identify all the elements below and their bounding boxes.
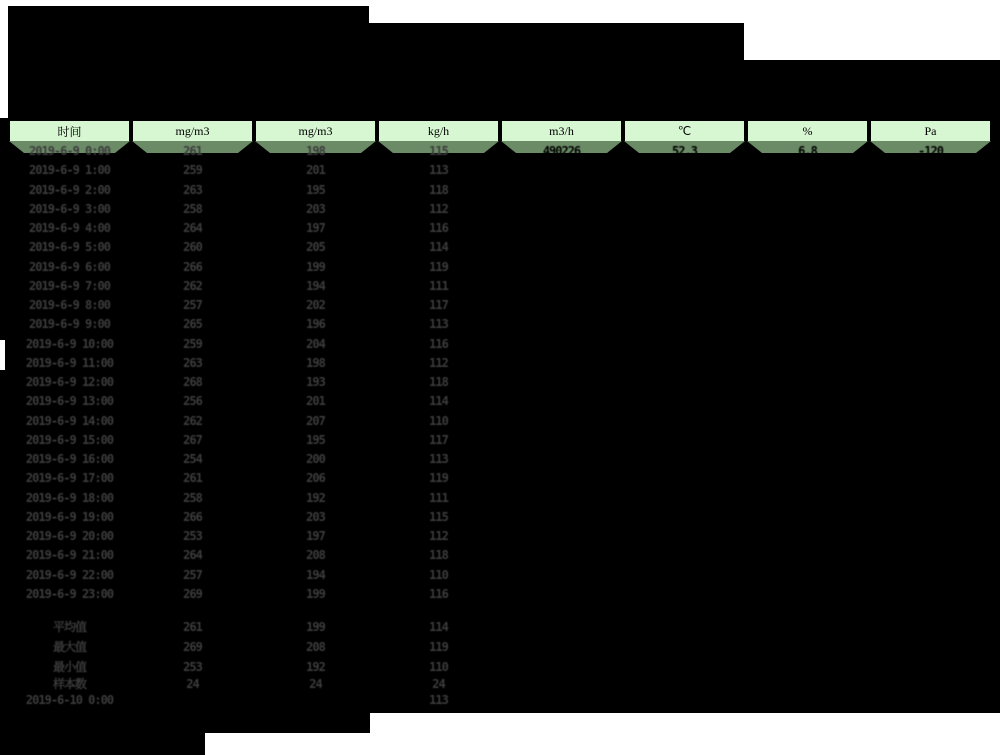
cell-concentration-1[interactable]: 264	[183, 221, 202, 235]
cell-concentration-1[interactable]: 265	[183, 317, 202, 332]
header-cell-pa[interactable]	[871, 121, 990, 141]
cell-concentration-2[interactable]: 202	[306, 298, 325, 312]
cell-concentration-2[interactable]: 196	[306, 317, 325, 332]
cell-emission-rate[interactable]: 112	[429, 201, 448, 216]
header-cell-percent[interactable]	[748, 121, 867, 141]
cell-time[interactable]: 2019-6-9 16:00	[25, 452, 114, 466]
cell-time[interactable]: 2019-6-9 8:00	[29, 298, 110, 312]
cell-emission-rate[interactable]: 118	[429, 182, 448, 197]
summary-value-1[interactable]: 269	[183, 639, 202, 654]
cell-concentration-2[interactable]: 194	[306, 567, 325, 582]
cell-emission-rate[interactable]: 110	[429, 567, 448, 582]
cell-percent[interactable]: 6.8	[798, 144, 817, 158]
summary-value-3[interactable]: 24	[432, 676, 445, 691]
cell-time[interactable]: 2019-6-9 0:00	[29, 144, 110, 158]
cell-concentration-1[interactable]: 263	[183, 355, 202, 370]
cell-time[interactable]: 2019-6-9 19:00	[25, 509, 114, 524]
cell-emission-rate[interactable]: 116	[429, 221, 448, 235]
cell-concentration-2[interactable]: 207	[306, 413, 325, 428]
cell-concentration-1[interactable]: 254	[183, 452, 202, 466]
cell-time[interactable]: 2019-6-9 1:00	[29, 163, 110, 178]
header-label: Pa	[924, 123, 937, 138]
cell-concentration-2[interactable]: 195	[306, 432, 325, 447]
cell-concentration-1[interactable]: 264	[183, 548, 202, 563]
cell-concentration-2[interactable]: 201	[306, 163, 325, 178]
cell-time[interactable]: 2019-6-9 11:00	[25, 355, 114, 370]
cell-time[interactable]: 2019-6-9 14:00	[25, 413, 114, 428]
header-label: ℃	[677, 123, 692, 138]
header-label: kg/h	[427, 123, 450, 138]
summary-value-2[interactable]: 199	[306, 619, 325, 634]
header-cell-mgm3-2[interactable]	[256, 121, 375, 141]
cell-emission-rate[interactable]: 116	[429, 336, 448, 351]
cell-concentration-1[interactable]: 261	[183, 144, 202, 158]
cell-emission-rate[interactable]: 114	[429, 240, 448, 255]
cell-emission-rate[interactable]: 118	[429, 375, 448, 389]
cell-concentration-1[interactable]: 261	[183, 471, 202, 486]
cell-concentration-1[interactable]: 268	[183, 375, 202, 389]
cell-emission-rate[interactable]: 117	[429, 432, 448, 447]
cell-emission-rate[interactable]: 113	[429, 163, 448, 178]
cell-time[interactable]: 2019-6-9 5:00	[29, 240, 110, 255]
cell-concentration-2[interactable]: 197	[306, 529, 325, 543]
title-redacted-block-3	[744, 60, 1000, 118]
cell-concentration-1[interactable]: 263	[183, 182, 202, 197]
cell-concentration-1[interactable]: 258	[183, 490, 202, 505]
cell-concentration-2[interactable]: 195	[306, 182, 325, 197]
cell-emission-rate[interactable]: 114	[429, 394, 448, 409]
cell-time[interactable]: 2019-6-9 12:00	[25, 375, 114, 389]
cell-time[interactable]: 2019-6-9 2:00	[29, 182, 110, 197]
cell-time[interactable]: 2019-6-9 18:00	[25, 490, 114, 505]
header-label: %	[802, 123, 813, 138]
summary-value-2[interactable]: 192	[306, 659, 325, 674]
cell-emission-rate[interactable]: 111	[429, 490, 448, 505]
title-redacted-block-1	[8, 6, 369, 118]
header-label: mg/m3	[298, 123, 333, 138]
cell-emission-rate[interactable]: 110	[429, 413, 448, 428]
header-cell-celsius[interactable]	[625, 121, 744, 141]
cell-concentration-2[interactable]: 192	[306, 490, 325, 505]
cell-concentration-2[interactable]: 193	[306, 375, 325, 389]
summary-label[interactable]: 最大值	[52, 639, 86, 654]
summary-value-3[interactable]: 119	[429, 639, 448, 654]
summary-label[interactable]: 2019-6-10 0:00	[25, 693, 114, 707]
summary-value-1[interactable]: 261	[183, 619, 202, 634]
cell-concentration-2[interactable]: 200	[306, 452, 325, 466]
cell-concentration-1[interactable]: 262	[183, 413, 202, 428]
cell-concentration-2[interactable]: 203	[306, 201, 325, 216]
cell-concentration-1[interactable]: 260	[183, 240, 202, 255]
cell-concentration-1[interactable]: 256	[183, 394, 202, 409]
cell-concentration-1[interactable]: 266	[183, 509, 202, 524]
left-edge-notch	[0, 340, 5, 370]
cell-concentration-2[interactable]: 194	[306, 278, 325, 293]
cell-concentration-1[interactable]: 262	[183, 278, 202, 293]
cell-temperature[interactable]: 52.3	[672, 144, 697, 158]
cell-emission-rate[interactable]: 119	[429, 259, 448, 274]
cell-concentration-2[interactable]: 197	[306, 221, 325, 235]
cell-flow[interactable]: 490226	[542, 144, 581, 158]
cell-concentration-2[interactable]: 206	[306, 471, 325, 486]
cell-emission-rate[interactable]: 111	[429, 278, 448, 293]
summary-value-3[interactable]: 110	[429, 659, 448, 674]
header-cell-m3h[interactable]	[502, 121, 621, 141]
cell-concentration-2[interactable]: 205	[306, 240, 325, 255]
cell-time[interactable]: 2019-6-9 3:00	[29, 201, 110, 216]
cell-time[interactable]: 2019-6-9 15:00	[25, 432, 114, 447]
summary-value-3[interactable]: 114	[429, 619, 448, 634]
summary-value-1[interactable]: 253	[183, 659, 202, 674]
cell-emission-rate[interactable]: 115	[429, 509, 448, 524]
cell-concentration-1[interactable]: 259	[183, 336, 202, 351]
cell-time[interactable]: 2019-6-9 9:00	[29, 317, 110, 332]
summary-value-2[interactable]: 24	[309, 676, 322, 691]
cell-concentration-2[interactable]: 199	[306, 259, 325, 274]
cell-time[interactable]: 2019-6-9 17:00	[25, 471, 114, 486]
cell-concentration-2[interactable]: 204	[306, 336, 325, 351]
cell-concentration-2[interactable]: 203	[306, 509, 325, 524]
cell-time[interactable]: 2019-6-9 21:00	[25, 548, 114, 563]
cell-time[interactable]: 2019-6-9 22:00	[25, 567, 114, 582]
cell-emission-rate[interactable]: 113	[429, 317, 448, 332]
title-redacted-block-2	[369, 23, 744, 118]
cell-emission-rate[interactable]: 117	[429, 298, 448, 312]
cell-concentration-1[interactable]: 258	[183, 201, 202, 216]
cell-pressure[interactable]: -120	[918, 144, 943, 158]
summary-label[interactable]: 最小值	[52, 659, 86, 674]
cell-emission-rate[interactable]: 113	[429, 452, 448, 466]
cell-concentration-2[interactable]: 198	[306, 144, 325, 158]
summary-label[interactable]: 样本数	[52, 676, 86, 691]
cell-emission-rate[interactable]: 116	[429, 586, 448, 601]
cell-time[interactable]: 2019-6-9 6:00	[29, 259, 110, 274]
cell-emission-rate[interactable]: 119	[429, 471, 448, 486]
cell-time[interactable]: 2019-6-9 20:00	[25, 529, 114, 543]
cell-emission-rate[interactable]: 115	[429, 144, 448, 158]
cell-concentration-1[interactable]: 259	[183, 163, 202, 178]
cell-concentration-1[interactable]: 266	[183, 259, 202, 274]
cell-concentration-2[interactable]: 199	[306, 586, 325, 601]
header-cell-mgm3-1[interactable]	[133, 121, 252, 141]
cell-concentration-1[interactable]: 257	[183, 567, 202, 582]
cell-emission-rate[interactable]: 112	[429, 529, 448, 543]
summary-label[interactable]: 平均值	[52, 619, 86, 634]
cell-concentration-2[interactable]: 198	[306, 355, 325, 370]
header-label: 时间	[57, 124, 82, 139]
cell-time[interactable]: 2019-6-9 23:00	[25, 586, 114, 601]
cell-concentration-2[interactable]: 208	[306, 548, 325, 563]
cell-emission-rate[interactable]: 118	[429, 548, 448, 563]
cell-emission-rate[interactable]: 112	[429, 355, 448, 370]
cell-concentration-2[interactable]: 201	[306, 394, 325, 409]
summary-value-3[interactable]: 113	[429, 693, 448, 707]
header-label: mg/m3	[175, 123, 210, 138]
cell-concentration-1[interactable]: 267	[183, 432, 202, 447]
header-label: m3/h	[549, 123, 574, 138]
summary-value-1[interactable]: 24	[186, 676, 199, 691]
cell-concentration-1[interactable]: 253	[183, 529, 202, 543]
cell-time[interactable]: 2019-6-9 13:00	[25, 394, 114, 409]
summary-value-2[interactable]: 208	[306, 639, 325, 654]
header-cell-kgh[interactable]	[379, 121, 498, 141]
cell-concentration-1[interactable]: 257	[183, 298, 202, 312]
cell-time[interactable]: 2019-6-9 7:00	[29, 278, 110, 293]
cell-time[interactable]: 2019-6-9 4:00	[29, 221, 110, 235]
cell-time[interactable]: 2019-6-9 10:00	[25, 336, 114, 351]
cell-concentration-1[interactable]: 269	[183, 586, 202, 601]
header-cell-time[interactable]	[10, 121, 129, 141]
